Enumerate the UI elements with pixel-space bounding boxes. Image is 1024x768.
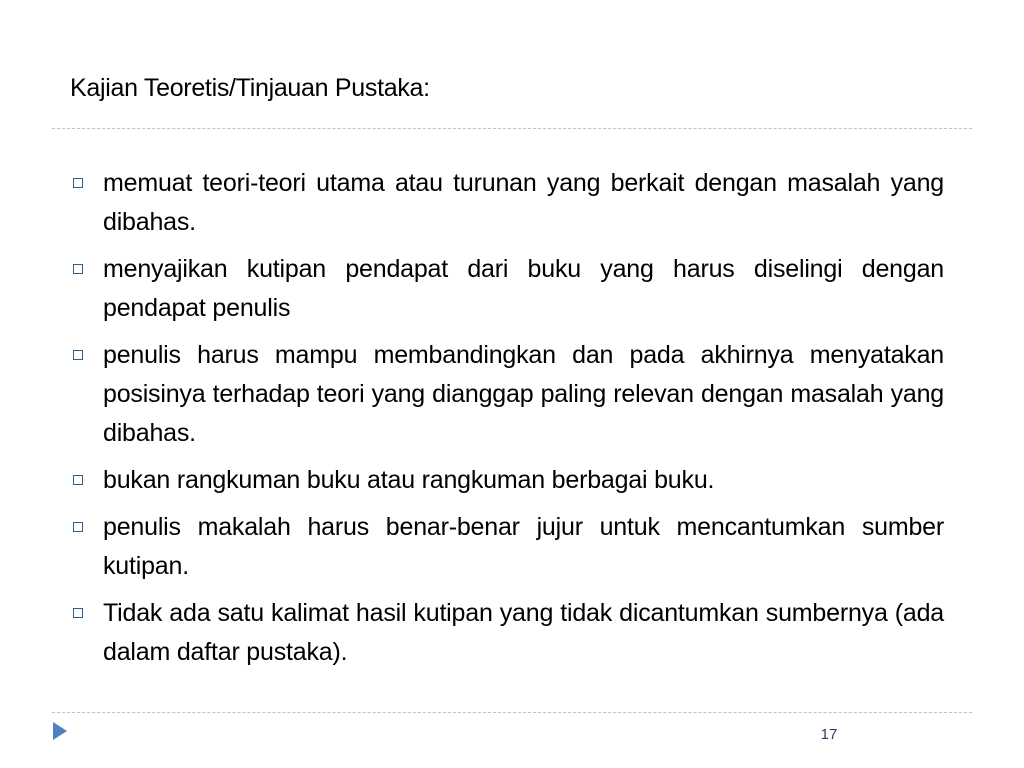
slide-title: Kajian Teoretis/Tinjauan Pustaka: [70, 74, 430, 102]
title-divider [52, 128, 972, 129]
bullet-item [70, 336, 944, 453]
bullet-text: penulis harus mampu membandingkan dan pada akhirnya menyatakan posisinya terhadap teori yang dianggap paling relevan dengan masalah yang dibahas. [103, 341, 944, 447]
checkbox-square-icon [73, 522, 83, 532]
checkbox-square-icon [73, 264, 83, 274]
bullet-text: menyajikan kutipan pendapat dari buku yang harus diselingi dengan pendapat penulis [103, 255, 944, 322]
checkbox-square-icon [73, 178, 83, 188]
bullet-list [70, 164, 944, 680]
checkbox-square-icon [73, 475, 83, 485]
bullet-text: penulis makalah harus benar-benar jujur untuk mencantumkan sumber kutipan. [103, 513, 944, 580]
footer-divider [52, 712, 972, 713]
bullet-text: Tidak ada satu kalimat hasil kutipan yang tidak dicantumkan sumbernya (ada dalam daftar pustaka). [103, 599, 944, 666]
bullet-item [70, 250, 944, 328]
bullet-text: memuat teori-teori utama atau turunan yang berkait dengan masalah yang dibahas. [103, 169, 944, 236]
play-triangle-icon[interactable] [52, 721, 68, 741]
page-number: 17 [820, 726, 838, 743]
bullet-item [70, 164, 944, 242]
bullet-item [70, 461, 944, 500]
bullet-item [70, 594, 944, 672]
bullet-item [70, 508, 944, 586]
checkbox-square-icon [73, 350, 83, 360]
bullet-text: bukan rangkuman buku atau rangkuman berbagai buku. [103, 466, 715, 494]
checkbox-square-icon [73, 608, 83, 618]
